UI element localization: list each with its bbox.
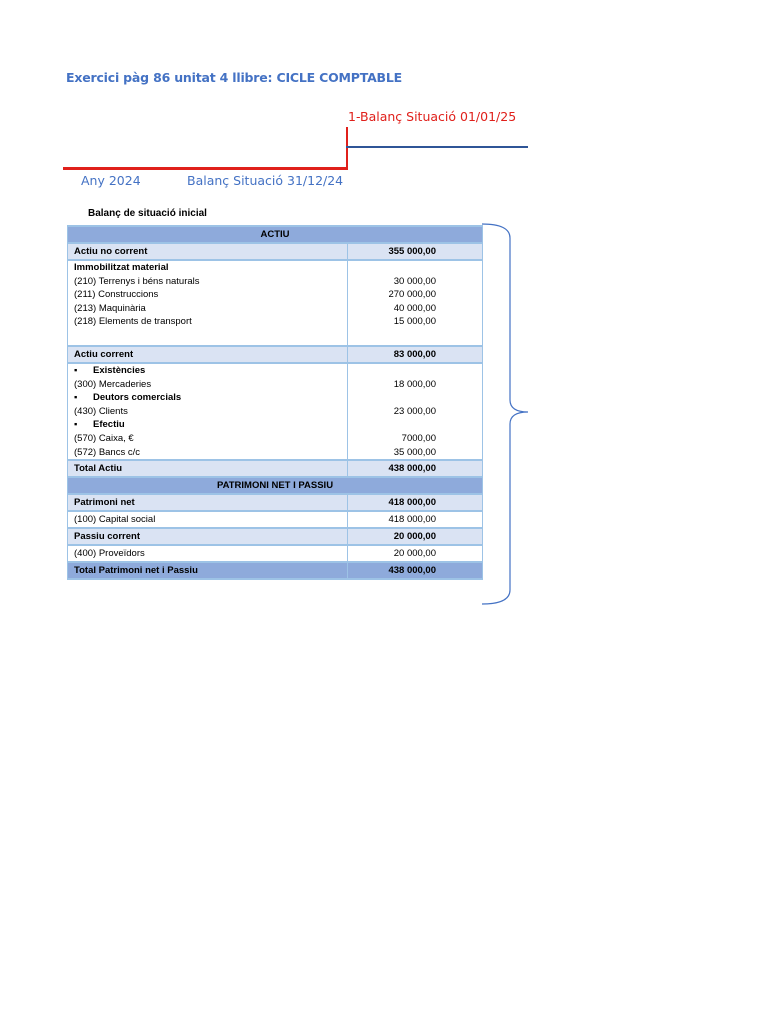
table-row — [68, 446, 483, 461]
row-value: 418 000,00 — [348, 511, 483, 528]
row-label: Passiu corrent — [68, 528, 348, 545]
passiu-header: PATRIMONI NET I PASSIU — [68, 477, 483, 494]
table-row — [68, 545, 483, 562]
row-label: Immobilitzat material — [68, 260, 348, 275]
blank-row — [68, 329, 483, 346]
table-row — [68, 511, 483, 528]
bullet-icon: ▪ — [74, 419, 78, 431]
row-label: (211) Construccions — [68, 288, 348, 302]
row-value: 15 000,00 — [348, 315, 483, 329]
row-value: 7000,00 — [348, 432, 483, 446]
table-row — [68, 302, 483, 316]
table-row — [68, 275, 483, 289]
page-heading: Exercici pàg 86 unitat 4 llibre: CICLE COMPTABLE — [66, 70, 402, 85]
row-label: Efectiu — [93, 419, 125, 431]
row-value: 30 000,00 — [348, 275, 483, 289]
row-label: Deutors comercials — [93, 392, 182, 404]
actiu-corrent-row — [68, 346, 483, 363]
red-vertical-line — [346, 127, 348, 170]
balance-sheet-table — [67, 225, 483, 580]
bullet-icon: ▪ — [74, 364, 78, 376]
row-value: 438 000,00 — [348, 460, 483, 477]
actiu-no-corrent-row — [68, 243, 483, 260]
row-label: (572) Bancs c/c — [68, 446, 348, 461]
row-label: (300) Mercaderies — [68, 378, 348, 392]
bullet-icon: ▪ — [74, 392, 78, 404]
total-actiu-row — [68, 460, 483, 477]
step-label: 1-Balanç Situació 01/01/25 — [348, 109, 517, 124]
balance-date-label: Balanç Situació 31/12/24 — [187, 173, 344, 188]
row-label: Actiu corrent — [68, 346, 348, 363]
row-label: (100) Capital social — [68, 511, 348, 528]
row-label: (400) Proveïdors — [68, 545, 348, 562]
actiu-header: ACTIU — [68, 226, 483, 243]
row-label: (213) Maquinària — [68, 302, 348, 316]
passiu-corrent-row — [68, 528, 483, 545]
row-label: Patrimoni net — [68, 494, 348, 511]
table-row — [68, 432, 483, 446]
row-value: 438 000,00 — [348, 562, 483, 579]
row-value: 18 000,00 — [348, 378, 483, 392]
row-value: 418 000,00 — [348, 494, 483, 511]
efectiu-row — [68, 418, 483, 432]
table-row — [68, 378, 483, 392]
row-value: 83 000,00 — [348, 346, 483, 363]
row-label: (210) Terrenys i béns naturals — [68, 275, 348, 289]
row-label: (570) Caixa, € — [68, 432, 348, 446]
row-value: 35 000,00 — [348, 446, 483, 461]
existencies-row — [68, 363, 483, 378]
patrimoni-net-row — [68, 494, 483, 511]
total-patrimoni-passiu-row — [68, 562, 483, 579]
row-value: 23 000,00 — [348, 405, 483, 419]
row-label: (430) Clients — [68, 405, 348, 419]
red-horizontal-line — [63, 167, 348, 170]
table-row — [68, 288, 483, 302]
table-row — [68, 405, 483, 419]
table-row — [68, 315, 483, 329]
year-label: Any 2024 — [81, 173, 141, 188]
row-label: Existències — [93, 364, 146, 376]
immobilitzat-row — [68, 260, 483, 275]
row-label: Total Actiu — [68, 460, 348, 477]
blue-horizontal-line — [346, 146, 528, 148]
row-value: 20 000,00 — [348, 545, 483, 562]
curly-brace-icon — [480, 222, 530, 608]
passiu-header-row — [68, 477, 483, 494]
row-value: 20 000,00 — [348, 528, 483, 545]
row-label: Actiu no corrent — [68, 243, 348, 260]
row-value: 40 000,00 — [348, 302, 483, 316]
row-label: (218) Elements de transport — [68, 315, 348, 329]
row-value: 270 000,00 — [348, 288, 483, 302]
actiu-header-row — [68, 226, 483, 243]
row-value: 355 000,00 — [348, 243, 483, 260]
table-caption: Balanç de situació inicial — [88, 208, 207, 219]
deutors-row — [68, 391, 483, 405]
row-label: Total Patrimoni net i Passiu — [68, 562, 348, 579]
